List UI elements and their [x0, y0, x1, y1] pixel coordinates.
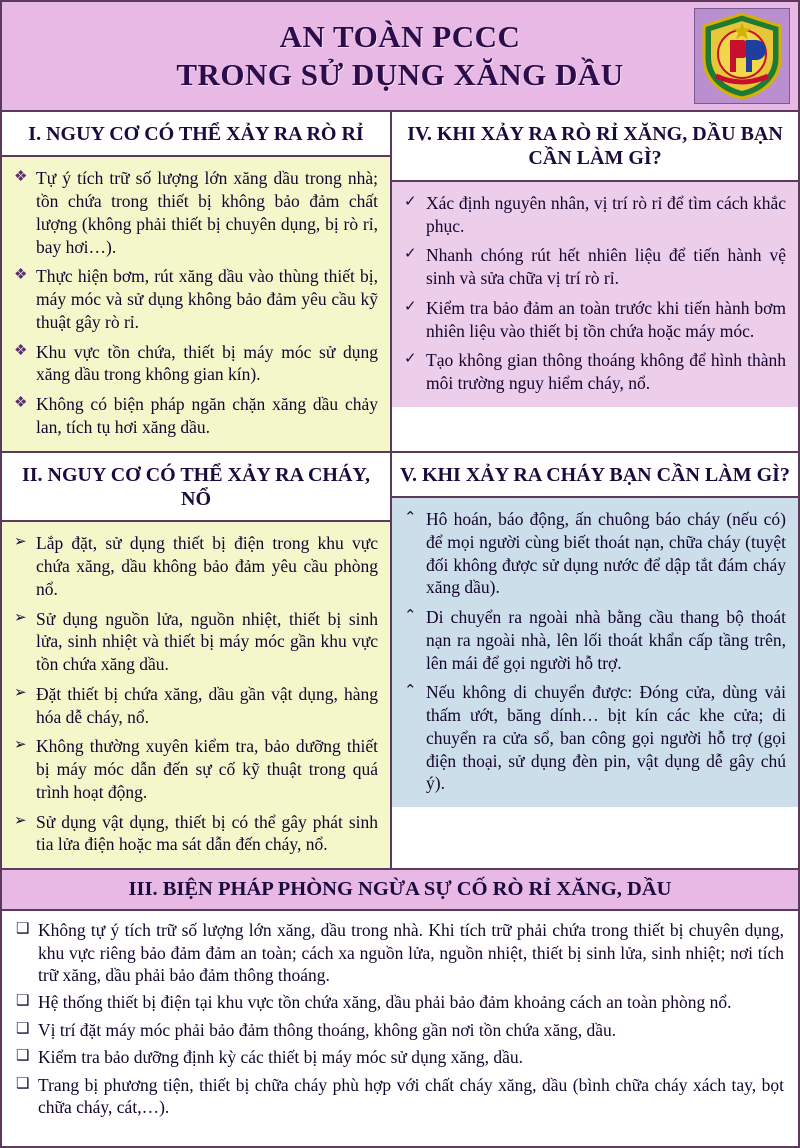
list-item — [14, 341, 378, 387]
list-item-text: Kiểm tra bảo đảm an toàn trước khi tiến hành bơm nhiên liệu vào thiết bị tồn chứa hoặc máy móc. — [426, 297, 786, 341]
section-2 — [2, 453, 392, 869]
list-item-text: Xác định nguyên nhân, vị trí rò rỉ để tìm cách khắc phục. — [426, 192, 786, 236]
square-bullet-icon: ❑ — [16, 993, 30, 1010]
list-item-text: Không có biện pháp ngăn chặn xăng dầu chảy lan, tích tụ hơi xăng dầu. — [36, 394, 378, 437]
section-5 — [392, 453, 798, 869]
section-4-body — [392, 182, 798, 407]
list-item — [404, 606, 786, 674]
list-item-text: Nhanh chóng rút hết nhiên liệu để tiến hành vệ sinh và sửa chữa vị trí rò rỉ. — [426, 245, 786, 289]
arrow-bullet-icon: ➢ — [14, 534, 27, 551]
list-item-text: Vị trí đặt máy móc phải bảo đảm thông thoáng, không gần nơi tồn chứa xăng, dầu. — [38, 1019, 617, 1040]
page-title — [56, 18, 743, 94]
list-item-text: Nếu không di chuyển được: Đóng cửa, dùng vải thấm ướt, băng dính… bịt kín các khe cửa; di chuyển ra cửa sổ, ban công gọi người hỗ trợ (gọi điện thoại, sử dụng đèn pin, vật dụng dễ gây chú ý). — [426, 682, 786, 794]
list-item — [404, 297, 786, 343]
row-sections-2-5 — [2, 451, 798, 869]
section-5-body — [392, 498, 798, 807]
list-item — [14, 735, 378, 803]
list-item — [14, 167, 378, 258]
row-sections-1-4 — [2, 112, 798, 451]
square-bullet-icon: ❑ — [16, 1048, 30, 1065]
caret-bullet-icon: ⌃ — [404, 683, 417, 700]
check-bullet-icon: ✓ — [404, 351, 417, 368]
list-item-text: Không tự ý tích trữ số lượng lớn xăng, dầu trong nhà. Khi tích trữ phải chứa trong thiết bị chuyên dụng, khu vực riêng bảo đảm đảm an toàn; cách xa nguồn lửa, nguồn nhiệt, thiết bị sinh lửa, sinh nhiệt; nơi tích trữ xăng, dầu phải bảo đảm thông thoáng. — [38, 920, 784, 985]
poster-body — [2, 112, 798, 1146]
section-1-body — [2, 157, 390, 450]
section-4-title: IV. KHI XẢY RA RÒ RỈ XĂNG, DẦU BẠN CẦN LÀM GÌ? — [392, 112, 798, 182]
list-item-text: Tự ý tích trữ số lượng lớn xăng dầu trong nhà; tồn chứa trong thiết bị không bảo đảm chất lượng (không phải thiết bị chuyên dụng, bị rò rỉ, bay hơi…). — [36, 168, 378, 257]
arrow-bullet-icon: ➢ — [14, 609, 27, 626]
section-4 — [392, 112, 798, 451]
list-item — [16, 991, 784, 1013]
list-item-text: Không thường xuyên kiểm tra, bảo dưỡng thiết bị máy móc dẫn đến sự cố kỹ thuật trong quá trình hoạt động. — [36, 736, 378, 802]
list-item-text: Trang bị phương tiện, thiết bị chữa cháy phù hợp với chất cháy xăng, dầu (bình chữa cháy xách tay, bọt chữa cháy, cát,…). — [38, 1074, 784, 1117]
list-item-text: Kiểm tra bảo dưỡng định kỳ các thiết bị máy móc sử dụng xăng, dầu. — [38, 1047, 524, 1068]
square-bullet-icon: ❑ — [16, 1020, 30, 1037]
poster-header — [2, 2, 798, 112]
section-3-title: III. BIỆN PHÁP PHÒNG NGỪA SỰ CỐ RÒ RỈ XĂNG, DẦU — [2, 870, 798, 911]
caret-bullet-icon: ⌃ — [404, 608, 417, 625]
list-item — [14, 608, 378, 676]
diamond-bullet-icon: ❖ — [14, 267, 28, 284]
arrow-bullet-icon: ➢ — [14, 812, 27, 829]
list-item-text: Hệ thống thiết bị điện tại khu vực tồn chứa xăng, dầu phải bảo đảm khoảng cách an toàn phòng nổ. — [38, 992, 732, 1013]
square-bullet-icon: ❑ — [16, 921, 30, 938]
section-1-title: I. NGUY CƠ CÓ THỂ XẢY RA RÒ RỈ — [2, 112, 390, 157]
arrow-bullet-icon: ➢ — [14, 737, 27, 754]
diamond-bullet-icon: ❖ — [14, 169, 28, 186]
list-item-text: Tạo không gian thông thoáng không để hình thành môi trường nguy hiểm cháy, nổ. — [426, 350, 786, 394]
list-item — [14, 683, 378, 729]
list-item — [404, 244, 786, 290]
pccc-emblem-icon — [694, 8, 790, 104]
list-item-text: Lắp đặt, sử dụng thiết bị điện trong khu vực chứa xăng, dầu không bảo đảm yêu cầu phòng nổ. — [36, 533, 378, 599]
list-item-text: Sử dụng nguồn lửa, nguồn nhiệt, thiết bị sinh lửa, sinh nhiệt và thiết bị máy móc gần khu vực tồn chứa xăng dầu. — [36, 608, 378, 675]
check-bullet-icon: ✓ — [404, 298, 417, 315]
section-1 — [2, 112, 392, 451]
section-2-title: II. NGUY CƠ CÓ THỂ XẢY RA CHÁY, NỔ — [2, 453, 390, 523]
list-item — [16, 1019, 784, 1041]
section-3 — [2, 868, 798, 1129]
diamond-bullet-icon: ❖ — [14, 342, 28, 359]
check-bullet-icon: ✓ — [404, 246, 417, 263]
list-item-text: Sử dụng vật dụng, thiết bị có thể gây phát sinh tia lửa điện hoặc ma sát dẫn đến cháy, nổ. — [36, 811, 378, 855]
list-item — [14, 393, 378, 439]
list-item-text: Thực hiện bơm, rút xăng dầu vào thùng thiết bị, máy móc và sử dụng không bảo đảm yêu cầu kỹ thuật gây rò rỉ. — [36, 266, 378, 332]
page-title-line2: TRONG SỬ DỤNG XĂNG DẦU — [176, 57, 624, 92]
list-item — [14, 811, 378, 857]
list-item — [14, 265, 378, 333]
section-5-title: V. KHI XẢY RA CHÁY BẠN CẦN LÀM GÌ? — [392, 453, 798, 498]
arrow-bullet-icon: ➢ — [14, 684, 27, 701]
list-item — [16, 919, 784, 986]
list-item — [404, 508, 786, 599]
list-item-text: Di chuyển ra ngoài nhà bằng cầu thang bộ thoát nạn ra ngoài nhà, lên lối thoát khẩn cấp tầng trên, lên mái để gọi người hỗ trợ. — [426, 607, 786, 673]
section-3-body — [2, 911, 798, 1129]
list-item-text: Khu vực tồn chứa, thiết bị máy móc sử dụng xăng dầu trong không gian kín). — [36, 341, 378, 385]
square-bullet-icon: ❑ — [16, 1075, 30, 1092]
list-item — [14, 532, 378, 600]
list-item — [404, 192, 786, 238]
caret-bullet-icon: ⌃ — [404, 510, 417, 527]
diamond-bullet-icon: ❖ — [14, 395, 28, 412]
list-item-text: Đặt thiết bị chứa xăng, dầu gần vật dụng, hàng hóa dễ cháy, nổ. — [36, 683, 378, 727]
list-item-text: Hô hoán, báo động, ấn chuông báo cháy (nếu có) để mọi người cùng biết thoát nạn, chữa cháy (tuyệt đối không được sử dụng nước để dập tắt đám cháy xăng dầu). — [426, 509, 786, 598]
page-title-line1: AN TOÀN PCCC — [279, 19, 521, 55]
check-bullet-icon: ✓ — [404, 193, 417, 210]
list-item — [404, 349, 786, 395]
list-item — [16, 1046, 784, 1068]
list-item — [404, 681, 786, 795]
list-item — [16, 1074, 784, 1119]
section-2-body — [2, 522, 390, 868]
